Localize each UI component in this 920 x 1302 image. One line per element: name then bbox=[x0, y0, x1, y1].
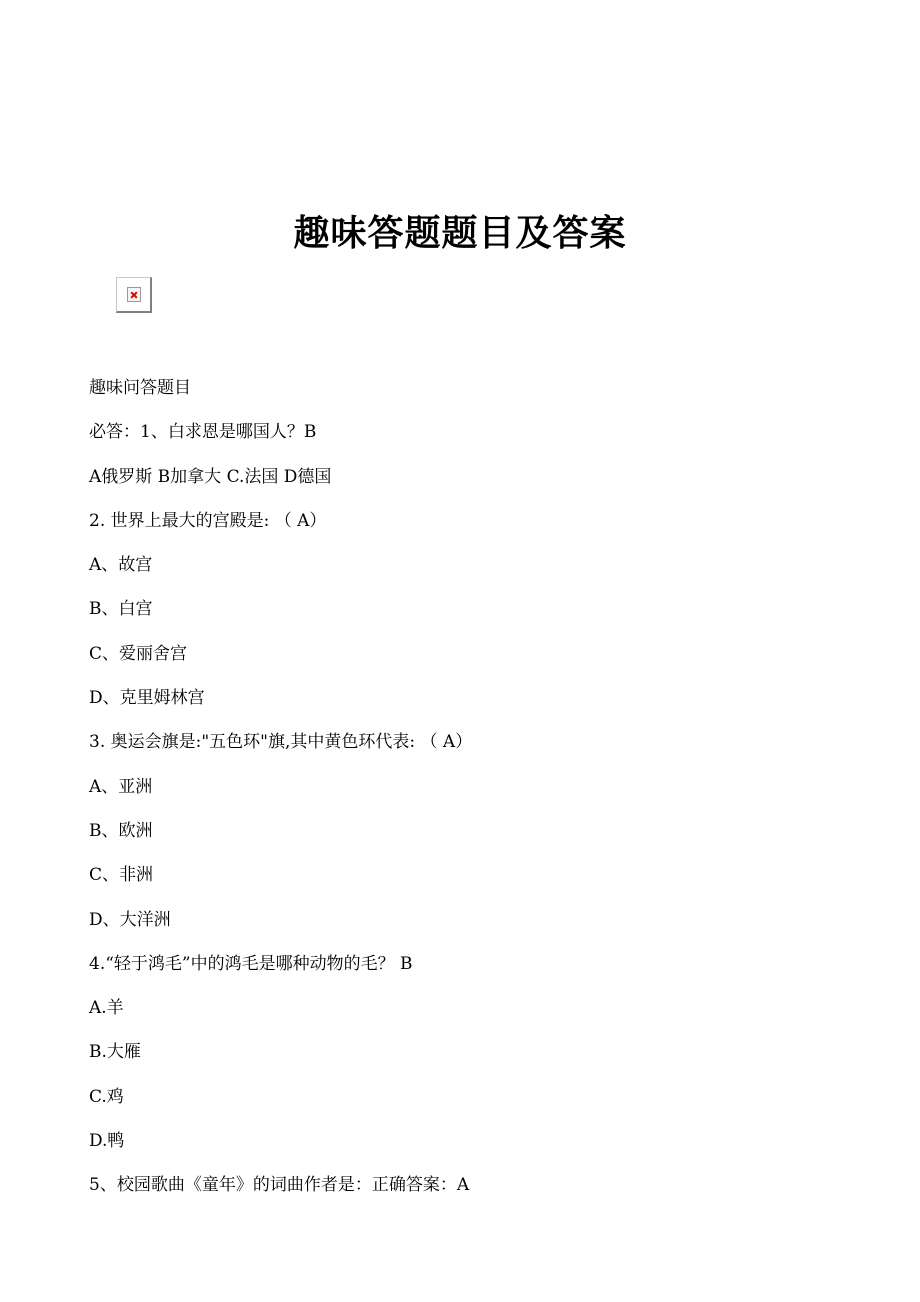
question-4-option-d: D.鸭 bbox=[89, 1131, 125, 1152]
question-2: 2. 世界上最大的宫殿是: （ A） bbox=[89, 510, 327, 531]
question-3-option-d: D、大洋洲 bbox=[89, 909, 171, 930]
question-3: 3. 奥运会旗是:"五色环"旗,其中黄色环代表: （ A） bbox=[89, 732, 473, 753]
question-1: 必答：1、白求恩是哪国人？B bbox=[89, 422, 317, 443]
question-4-option-b: B.大雁 bbox=[89, 1042, 141, 1063]
question-list bbox=[89, 376, 869, 1218]
question-3-option-b: B、欧洲 bbox=[89, 820, 153, 841]
question-2-option-c: C、爱丽舍宫 bbox=[89, 643, 188, 664]
document-title: 趣味答题题目及答案 bbox=[293, 212, 627, 255]
question-4-option-c: C.鸡 bbox=[89, 1086, 124, 1107]
question-4: 4.“轻于鸿毛”中的鸿毛是哪种动物的毛？ B bbox=[89, 953, 413, 974]
question-2-option-d: D、克里姆林宫 bbox=[89, 688, 205, 709]
question-2-option-a: A、故宫 bbox=[89, 555, 153, 576]
question-1-options: A俄罗斯 B加拿大 C.法国 D德国 bbox=[89, 466, 332, 487]
section-heading: 趣味问答题目 bbox=[89, 378, 191, 398]
question-5: 5、校园歌曲《童年》的词曲作者是：正确答案：A bbox=[89, 1175, 470, 1196]
question-3-option-c: C、非洲 bbox=[89, 865, 154, 886]
question-4-option-a: A.羊 bbox=[89, 998, 124, 1019]
broken-image-icon bbox=[116, 277, 152, 313]
question-3-option-a: A、亚洲 bbox=[89, 776, 153, 797]
question-2-option-b: B、白宫 bbox=[89, 599, 153, 620]
broken-image-glyph bbox=[127, 287, 141, 302]
